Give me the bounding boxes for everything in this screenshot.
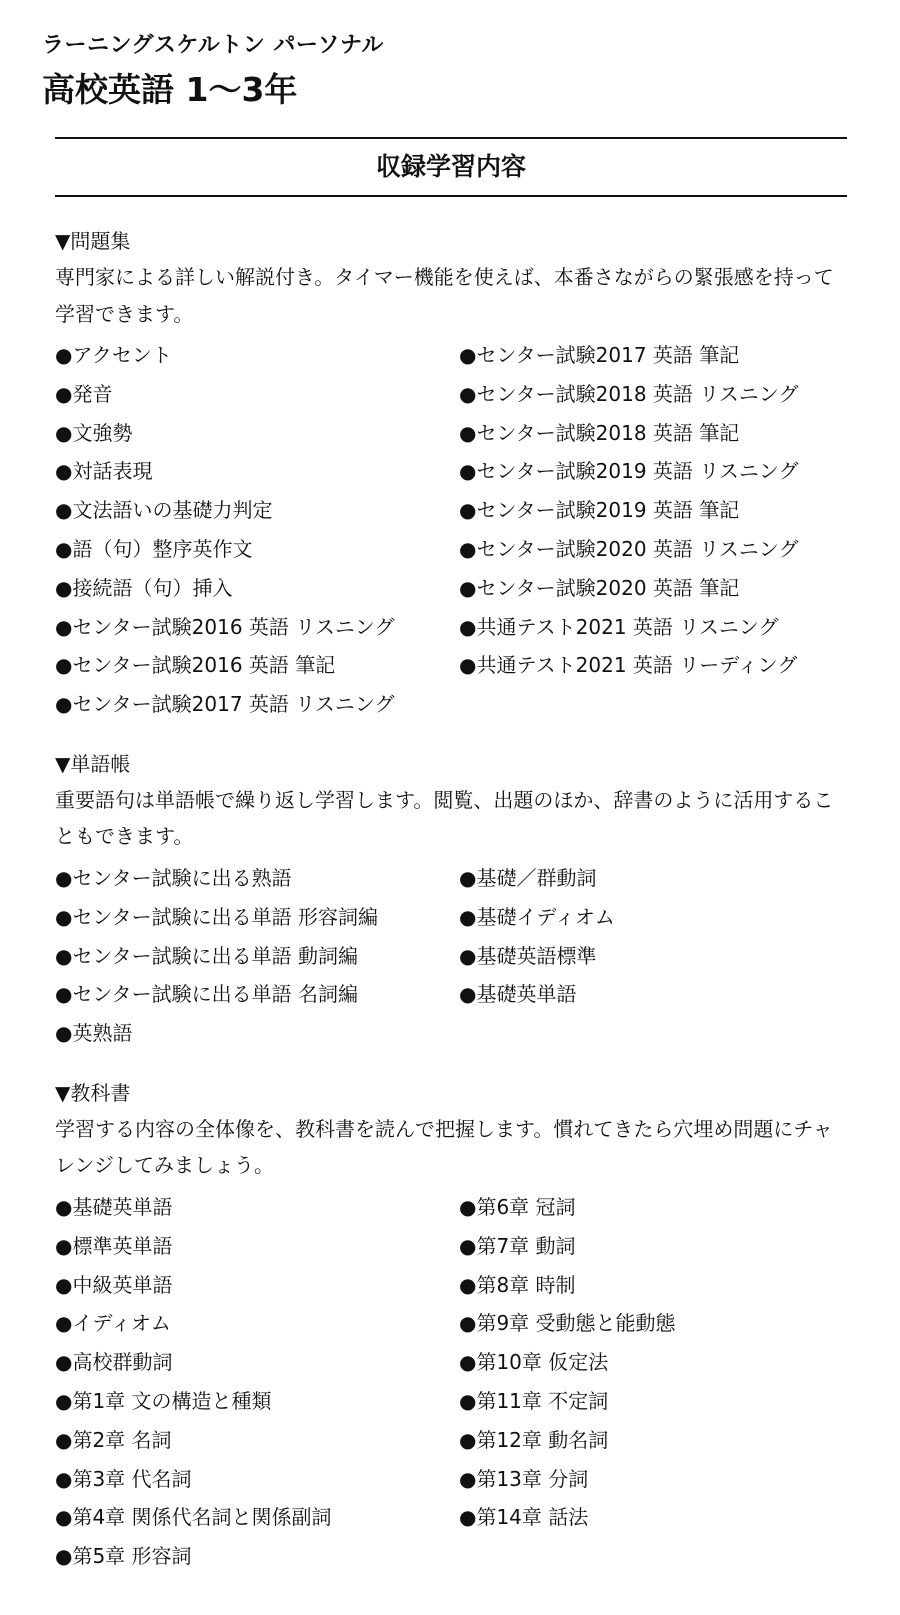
list-item: ● 基礎英単語 [459,975,847,1014]
list-item: ● 第3章 代名詞 [55,1460,459,1499]
section-label: ▼問題集 [55,229,131,253]
list-item: ● 第10章 仮定法 [459,1343,847,1382]
list-item: ● 中級英単語 [55,1266,459,1305]
list-item: ● 第7章 動詞 [459,1227,847,1266]
list-item: ● 基礎イディオム [459,898,847,937]
item-list [55,336,847,724]
section-description: 学習する内容の全体像を、教科書を読んで把握します。慣れてきたら穴埋め問題にチャレンジしてみましょう。 [55,1116,833,1178]
list-item: ● 接続語（句）挿入 [55,569,459,608]
item-list [55,1188,847,1576]
list-item: ● 英熟語 [55,1014,459,1053]
list-item: ● イディオム [55,1304,459,1343]
list-item: ● 基礎／群動詞 [459,859,847,898]
list-item: ● センター試験2018 英語 リスニング [459,375,847,414]
list-item: ● センター試験2020 英語 筆記 [459,569,847,608]
bottom-divider [55,195,847,197]
item-list [55,859,847,1053]
contents-heading: 収録学習内容 [375,152,526,181]
section-problem-collection [55,223,847,724]
list-item: ● センター試験2018 英語 筆記 [459,414,847,453]
list-item: ● 標準英単語 [55,1227,459,1266]
list-item: ● 対話表現 [55,452,459,491]
list-item: ● アクセント [55,336,459,375]
list-item: ● センター試験2016 英語 リスニング [55,608,459,647]
sections-container [55,223,847,1576]
list-item: ● 第13章 分詞 [459,1460,847,1499]
list-item: ● 第8章 時制 [459,1266,847,1305]
product-subtitle: ラーニングスケルトン パーソナル [42,33,384,58]
list-item: ● 第1章 文の構造と種類 [55,1382,459,1421]
list-item: ● センター試験2017 英語 リスニング [55,685,459,724]
section-vocabulary-book [55,746,847,1053]
list-item: ● 高校群動詞 [55,1343,459,1382]
section-description: 専門家による詳しい解説付き。タイマー機能を使えば、本番さながらの緊張感を持って学習できます。 [55,265,834,326]
list-item: ● 第14章 話法 [459,1498,847,1537]
list-item: ● 語（句）整序英作文 [55,530,459,569]
list-item: ● センター試験2016 英語 筆記 [55,646,459,685]
list-item: ● センター試験2019 英語 筆記 [459,491,847,530]
list-item: ● 第12章 動名詞 [459,1421,847,1460]
list-item: ● 発音 [55,375,459,414]
list-item: ● センター試験2020 英語 リスニング [459,530,847,569]
list-item: ● センター試験に出る熟語 [55,859,459,898]
list-item: ● 第11章 不定詞 [459,1382,847,1421]
list-item: ● 第5章 形容詞 [55,1537,459,1576]
list-item: ● 第4章 関係代名詞と関係副詞 [55,1498,459,1537]
list-item: ● センター試験に出る単語 名詞編 [55,975,459,1014]
list-item: ● センター試験に出る単語 形容詞編 [55,898,459,937]
list-item: ● 共通テスト2021 英語 リーディング [459,646,847,685]
list-item: ● センター試験2019 英語 リスニング [459,452,847,491]
list-item: ● 文法語いの基礎力判定 [55,491,459,530]
page-title: 高校英語 1～3年 [42,70,298,109]
list-item: ● センター試験2017 英語 筆記 [459,336,847,375]
section-label: ▼教科書 [55,1080,131,1105]
section-label: ▼単語帳 [55,751,131,776]
section-description: 重要語句は単語帳で繰り返し学習します。閲覧、出題のほか、辞書のように活用することもできます。 [55,787,834,849]
contents-panel [55,137,847,1576]
list-item: ● 共通テスト2021 英語 リスニング [459,608,847,647]
list-item: ● 第9章 受動態と能動態 [459,1304,847,1343]
list-item: ● 第2章 名詞 [55,1421,459,1460]
list-item: ● 文強勢 [55,414,459,453]
section-textbook [55,1075,847,1576]
list-item: ● センター試験に出る単語 動詞編 [55,937,459,976]
list-item: ● 基礎英語標準 [459,937,847,976]
list-item: ● 第6章 冠詞 [459,1188,847,1227]
list-item: ● 基礎英単語 [55,1188,459,1227]
